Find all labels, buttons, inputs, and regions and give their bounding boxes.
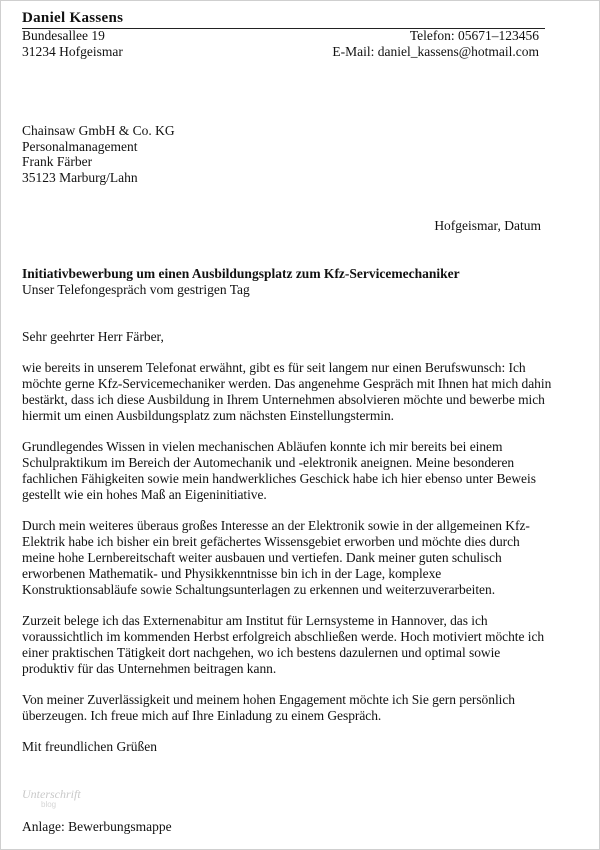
body-paragraph-3: Durch mein weiteres überaus großes Interesse an der Elektronik sowie in der allgemeinen Kfz-Elektrik habe ich bisher ein breit gefächertes Wissensgebiet erworben und möchte dies durch meine hohe Lernbereitschaft weiter ausbauen und vertiefen. Dank meiner guten schulisch erworbenen Mathematik- und Physikkenntnisse bin ich in der Lage, komplexe Konstruktionsabläufe sowie Schaltungsunterlagen zu erkennen und weiterzuverarbeiten. — [22, 518, 530, 597]
recipient-contact: Frank Färber — [22, 154, 93, 169]
sender-street: Bundesallee 19 — [22, 28, 105, 43]
place-date: Hofgeismar, Datum — [434, 218, 541, 233]
signature: Unterschrift — [22, 787, 81, 801]
sender-city: 31234 Hofgeismar — [22, 44, 123, 59]
subject-title: Initiativbewerbung um einen Ausbildungsplatz zum Kfz-Servicemechaniker — [22, 266, 460, 281]
subject-reference: Unser Telefongespräch vom gestrigen Tag — [22, 282, 250, 297]
body-paragraph-4: Zurzeit belege ich das Externenabitur am Institut für Lernsysteme in Hannover, das ich voraussichtlich im kommenden Herbst erfolgreich abschließen werde. Hoch motiviert möchte ich einer praktischen Tätigkeit dort nachgehen, wo ich bestens dazulernen und optimal sowie produktiv für das Unternehmen beitragen kann. — [22, 613, 545, 676]
body-paragraph-1: wie bereits in unserem Telefonat erwähnt, gibt es für seit langem nur einen Berufswunsch: Ich möchte gerne Kfz-Servicemechaniker werden. Das angenehme Gespräch mit Ihnen hat mich dahin bestärkt, dass ich diese Ausbildung in Ihrem Unternehmen absolvieren möchte und bewerbe mich hiermit um einen Ausbildungsplatz zum nächsten Einstellungstermin. — [22, 360, 552, 423]
signature-watermark: blog — [41, 800, 57, 809]
sender-email: E-Mail: daniel_kassens@hotmail.com — [332, 44, 539, 59]
body-paragraph-5: Von meiner Zuverlässigkeit und meinem hohen Engagement möchte ich Sie gern persönlich überzeugen. Ich freue mich auf Ihre Einladung zu einem Gespräch. — [22, 692, 515, 723]
sender-name: Daniel Kassens — [22, 10, 124, 26]
salutation: Sehr geehrter Herr Färber, — [22, 329, 164, 344]
sender-phone: Telefon: 05671–123456 — [409, 28, 539, 43]
body-paragraph-2: Grundlegendes Wissen in vielen mechanischen Abläufen konnte ich mir bereits bei einem Schulpraktikum im Bereich der Automechanik und -elektronik aneignen. Meine besonderen fachlichen Fähigkeiten sowie mein handwerkliches Geschick habe ich hier ebenso unter Beweis gestellt wie ein hohes Maß an Eigeninitiative. — [22, 439, 536, 502]
closing: Mit freundlichen Grüßen — [22, 739, 157, 754]
attachment-note: Anlage: Bewerbungsmappe — [22, 819, 172, 834]
recipient-company: Chainsaw GmbH & Co. KG — [22, 123, 175, 138]
recipient-department: Personalmanagement — [22, 139, 138, 154]
recipient-city: 35123 Marburg/Lahn — [22, 170, 138, 185]
